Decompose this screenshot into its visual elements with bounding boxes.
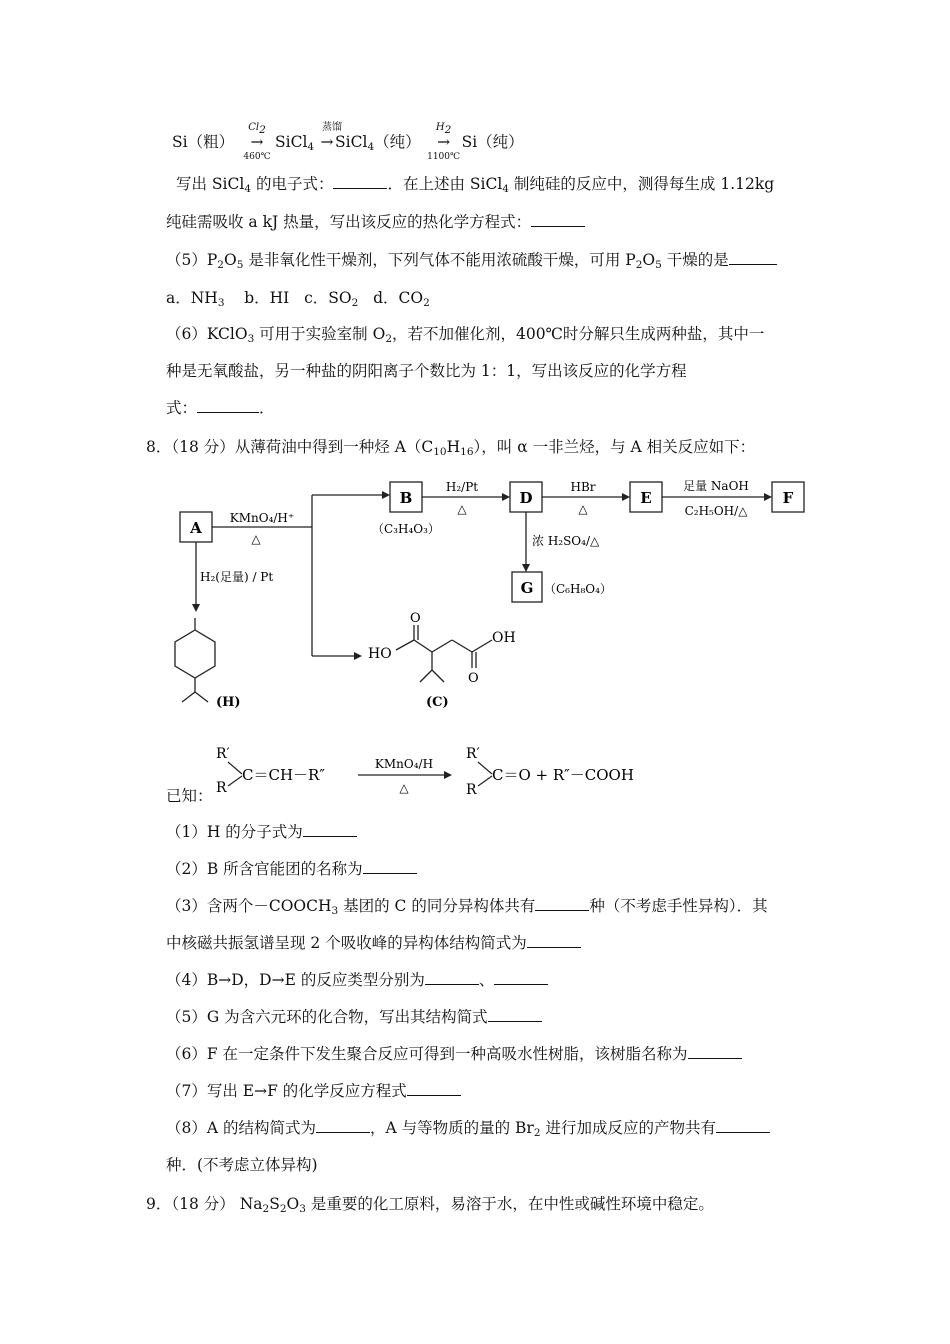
q7-part6-line3: 式： ．	[166, 399, 275, 417]
q8-header: 8．（18 分）从薄荷油中得到一种烃 $A(C_{10}H_{16})$，叫 α 一非兰烃，与 A 相关反应如下：	[146, 438, 756, 458]
answer-blank[interactable]	[197, 398, 259, 413]
c-ho: HO	[368, 646, 392, 662]
q8-part8-line2: 种．(不考虑立体异构)	[166, 1156, 318, 1174]
b-formula: （C₃H₄O₃）	[372, 522, 440, 536]
q8-part3-line1: （3）含两个$-COOCH_3$ 基团的 C 的同分异构体共有 种（不考虑手性异构）．其	[166, 897, 768, 917]
reagent-a-to-b: KMnO₄/H⁺	[229, 511, 295, 525]
label-g: G	[520, 579, 534, 597]
answer-blank[interactable]	[303, 822, 357, 837]
reagent-e-to-f-cond: C₂H₅OH/△	[684, 504, 748, 518]
answer-blank[interactable]	[488, 1007, 542, 1022]
q8-part7: （7）写出 E→F 的化学反应方程式	[166, 1081, 461, 1101]
svg-text:R′: R′	[216, 746, 230, 762]
svg-text:KMnO₄/H: KMnO₄/H	[374, 757, 434, 771]
q8-part5: （5）G 为含六元环的化合物，写出其结构简式	[166, 1007, 542, 1027]
q8-part4: （4）B→D，D→E 的反应类型分别为 、	[166, 970, 548, 990]
q7-part5-options: a．$NH_3$ b．HI c．$SO_2$ d．$CO_2$	[166, 289, 430, 309]
label-c: (C)	[426, 695, 449, 710]
label-b: B	[399, 489, 413, 507]
reagent-d-to-g: 浓 H₂SO₄/△	[532, 534, 600, 548]
answer-blank[interactable]	[688, 1044, 742, 1059]
reagent-a-to-h: H₂(足量) / Pt	[200, 570, 274, 584]
q7-part6-line1: （6）KClO$_3$ 可用于实验室制 $O_2$，若不加催化剂，400℃时分解只生成两种盐，其中一	[166, 325, 765, 345]
route-arrow-2: 蒸馏 →	[320, 122, 343, 151]
reagent-b-to-d-heat: △	[457, 502, 467, 516]
svg-text:C＝O + R″－COOH: C＝O + R″－COOH	[492, 766, 634, 784]
reagent-e-to-f: 足量 NaOH	[683, 479, 749, 493]
known-label: 已知：	[166, 787, 213, 805]
q7-line-electron: 写出 SiCl$_4$ 的电子式： ．在上述由 SiCl$_4$ 制纯硅的反应中，测得每生成 1.12kg	[176, 175, 775, 195]
reagent-d-to-e-heat: △	[578, 502, 588, 516]
answer-blank[interactable]	[407, 1081, 461, 1096]
reaction-scheme	[160, 470, 820, 720]
answer-blank[interactable]	[527, 933, 581, 948]
g-formula: （C₆H₈O₄）	[544, 582, 612, 596]
q9-header: 9．（18 分） $Na_2S_2O_3$ 是重要的化工原料，易溶于水，在中性或碱性环境中稳定。	[146, 1195, 714, 1215]
reagent-d-to-e: HBr	[570, 480, 596, 494]
answer-blank[interactable]	[333, 174, 387, 189]
q7-line-thermo: 纯硅需吸收 a kJ 热量，写出该反应的热化学方程式：	[166, 212, 585, 232]
answer-blank[interactable]	[729, 250, 777, 265]
reagent-a-to-b-heat: △	[251, 532, 261, 546]
svg-text:C＝CH－R″: C＝CH－R″	[242, 766, 325, 784]
q7-part5: $(5)P_2O_5$ 是非氧化性干燥剂，下列气体不能用浓硫酸干燥，可用 $P_2O_5$ 干燥的是	[166, 250, 777, 270]
label-a: A	[190, 519, 202, 537]
structure-h	[175, 618, 215, 702]
answer-blank[interactable]	[535, 896, 589, 911]
si-purification-route: Si（粗） $Cl_2$ → 460℃ SiCl$_4$ 蒸馏 →SiCl$_4$（纯） $H_2$ → 1100℃ Si（纯）	[172, 122, 524, 162]
q8-part8-line1: （8）A 的结构简式为 ，A 与等物质的量的 $Br_2$ 进行加成反应的产物共有	[166, 1118, 770, 1138]
label-f: F	[782, 489, 794, 507]
answer-blank[interactable]	[363, 859, 417, 874]
label-e: E	[640, 489, 652, 507]
svg-text:R: R	[216, 780, 227, 796]
answer-blank[interactable]	[531, 212, 585, 227]
q7-part6-line2: 种是无氧酸盐，另一种盐的阴阳离子个数比为 1：1，写出该反应的化学方程	[166, 362, 687, 380]
answer-blank[interactable]	[494, 970, 548, 985]
c-oxygen-1: O	[410, 611, 421, 626]
route-arrow-1: $Cl_2$ → 460℃	[243, 122, 271, 162]
c-oxygen-2: O	[468, 671, 479, 686]
c-oh: OH	[492, 630, 516, 646]
answer-blank[interactable]	[425, 970, 479, 985]
svg-text:R: R	[466, 782, 477, 798]
answer-blank[interactable]	[716, 1118, 770, 1133]
q8-part2: （2）B 所含官能团的名称为	[166, 859, 417, 879]
label-h: (H)	[216, 695, 241, 710]
q8-part1: （1）H 的分子式为	[166, 822, 357, 842]
known-reaction	[160, 740, 680, 806]
svg-text:R′: R′	[466, 746, 480, 762]
q8-part6: （6）F 在一定条件下发生聚合反应可得到一种高吸水性树脂，该树脂名称为	[166, 1044, 742, 1064]
svg-text:△: △	[399, 781, 409, 795]
reagent-b-to-d: H₂/Pt	[445, 480, 479, 494]
q8-part3-line2: 中核磁共振氢谱呈现 2 个吸收峰的异构体结构简式为	[166, 933, 581, 953]
route-arrow-3: $H_2$ → 1100℃	[427, 122, 461, 162]
label-d: D	[519, 489, 533, 507]
answer-blank[interactable]	[316, 1118, 370, 1133]
